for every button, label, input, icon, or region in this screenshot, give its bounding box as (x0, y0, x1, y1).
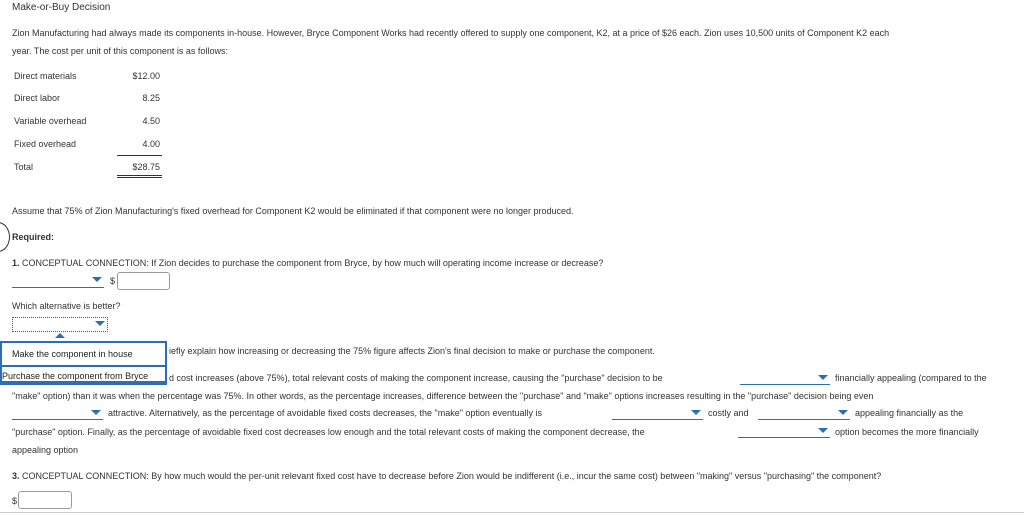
q2-line1: iefly explain how increasing or decreasing the 75% figure affects Zion's final decision to make or purchase the component. (169, 346, 655, 356)
assumption-text: Assume that 75% of Zion Manufacturing's fixed overhead for Component K2 would be eliminated if that component were no longer produced. (12, 206, 574, 216)
q2-option-dropdown[interactable] (738, 425, 830, 438)
chevron-down-icon (92, 277, 102, 282)
popup-pointer-icon (55, 333, 65, 338)
total-divider (117, 155, 162, 156)
q1-direction-dropdown[interactable] (12, 274, 104, 288)
q3-number: 3. (12, 471, 20, 481)
q2-purchase-appeal-dropdown[interactable] (740, 372, 830, 385)
intro-text-line2: year. The cost per unit of this component is as follows: (12, 46, 228, 56)
cost-label-total: Total (14, 162, 34, 172)
cost-label-direct-materials: Direct materials (14, 71, 77, 81)
q2-line2-a: d cost increases (above 75%), total relevant costs of making the component increase, causing the "purchase" decision to be (169, 373, 663, 383)
q2-line3: "make" option) than it was when the percentage was 75%. In other words, as the percentage increases, difference between the "purchase" and "make" options increases resulting in the "purchase" decision being even (12, 391, 874, 401)
q1-text: CONCEPTUAL CONNECTION: If Zion decides to purchase the component from Bryce, by how much will operating income increase or decrease? (22, 258, 604, 268)
chevron-down-icon (818, 428, 828, 433)
q1-line (12, 258, 603, 268)
q1-number: 1. (12, 258, 20, 268)
q2-line6: appealing option (12, 445, 79, 455)
total-double-underline-1 (117, 175, 162, 176)
chevron-down-icon (91, 410, 101, 415)
q2-attractive-dropdown[interactable] (12, 407, 103, 420)
alternative-dropdown-menu (0, 341, 167, 385)
step-marker-circle (0, 222, 10, 252)
cost-label-direct-labor: Direct labor (14, 93, 61, 103)
chevron-down-icon (818, 375, 828, 380)
q2-line4-b: costly and (708, 408, 749, 418)
chevron-down-icon (691, 410, 701, 415)
cost-label-fixed-overhead: Fixed overhead (14, 139, 77, 149)
q1-currency: $ (110, 276, 116, 286)
q3-amount-input[interactable] (18, 491, 72, 509)
q2-line5-a: "purchase" option. Finally, as the percentage of avoidable fixed cost decreases low enough and the total relevant costs of making the component decrease, the (12, 427, 645, 437)
cost-value-total: $28.75 (132, 162, 160, 172)
cost-value-direct-materials: $12.00 (132, 71, 160, 81)
dropdown-option-purchase[interactable]: Purchase the component from Bryce (0, 365, 167, 383)
dropdown-option-make[interactable]: Make the component in house (12, 349, 133, 359)
cost-value-direct-labor: 8.25 (142, 93, 160, 103)
q2-line2-b: financially appealing (compared to the (835, 373, 987, 383)
required-label: Required: (12, 232, 55, 242)
cost-value-variable-overhead: 4.50 (142, 116, 160, 126)
page-title: Make-or-Buy Decision (12, 2, 111, 13)
q2-line4-a: attractive. Alternatively, as the percentage of avoidable fixed costs decreases, the "make" option eventually is (108, 408, 542, 418)
q2-line5-b: option becomes the more financially (835, 427, 979, 437)
alternative-dropdown[interactable] (12, 317, 108, 332)
total-double-underline-2 (117, 177, 162, 178)
bottom-divider (0, 512, 1024, 513)
cost-label-variable-overhead: Variable overhead (14, 116, 87, 126)
intro-text-line1: Zion Manufacturing had always made its components in-house. However, Bryce Component Works had recently offered to supply one component, K2, at a price of $26 each. Zion uses 10,500 units of Component K2 each (12, 28, 890, 38)
q3-currency: $ (12, 496, 18, 506)
q2-appealing-dropdown[interactable] (758, 407, 850, 420)
cost-value-fixed-overhead: 4.00 (142, 139, 160, 149)
q2-costly-dropdown[interactable] (612, 407, 703, 420)
q3-text: CONCEPTUAL CONNECTION: By how much would the per-unit relevant fixed cost have to decrease before Zion would be indifferent (i.e., incur the same cost) between "making" versus "purchasing" the component? (22, 471, 882, 481)
chevron-down-icon (838, 410, 848, 415)
q3-line (12, 471, 881, 481)
q1-amount-input[interactable] (117, 272, 170, 290)
q1b-text: Which alternative is better? (12, 301, 121, 311)
chevron-down-icon (95, 321, 105, 326)
q2-line4-c: appealing financially as the (855, 408, 964, 418)
